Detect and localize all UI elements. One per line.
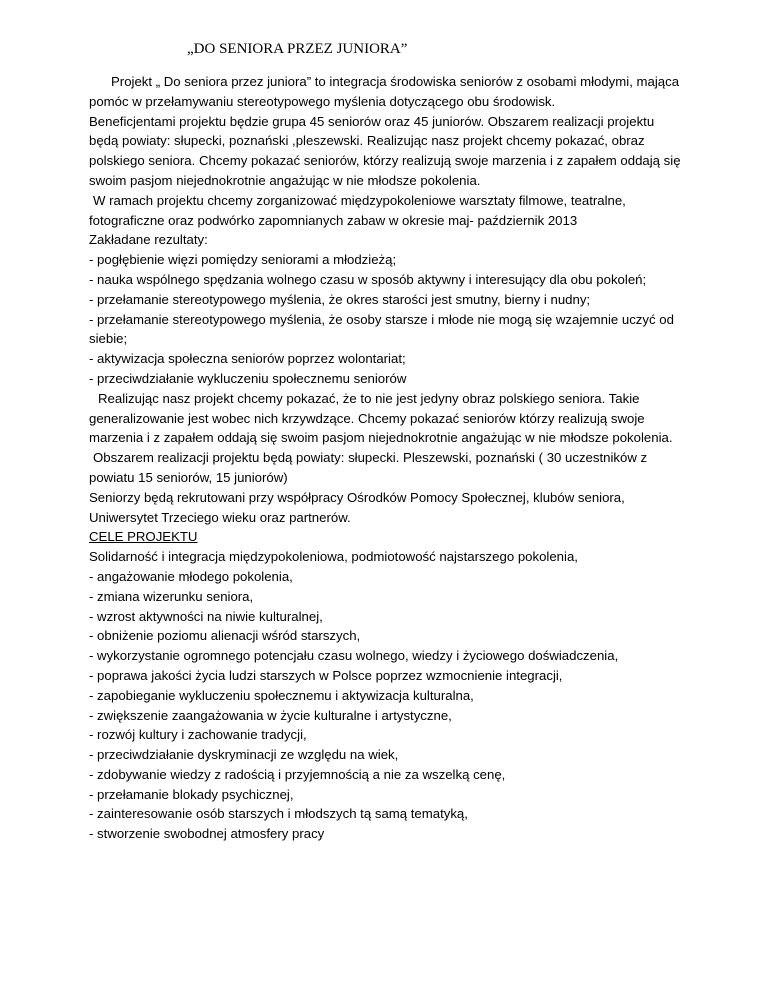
goal-item: - przełamanie blokady psychicznej, xyxy=(89,786,294,802)
goal-item: - wzrost aktywności na niwie kulturalnej, xyxy=(89,608,323,624)
goal-item: - zainteresowanie osób starszych i młodszych tą samą tematyką, xyxy=(89,806,468,822)
intro-line-1: Projekt „ Do seniora przez juniora” to integracja środowiska seniorów z osobami młodymi, mająca xyxy=(111,74,680,89)
recruitment-line-1: Seniorzy będą rekrutowani przy współpracy Ośrodków Pomocy Społecznej, klubów seniora, xyxy=(89,489,625,505)
recruitment-line-2: Uniwersytet Trzeciego wieku oraz partnerów. xyxy=(89,509,351,525)
paragraph-line: marzenia i z zapałem oddają się swoim pasjom niejednokrotnie angażując w nie młodsze pokolenia. xyxy=(89,430,673,446)
beneficiaries-line-2: będą powiaty: słupecki, poznański ,pleszewski. Realizując nasz projekt chcemy pokazać, obraz xyxy=(89,133,645,149)
goal-item: - zapobieganie wykluczeniu społecznemu i aktywizacja kulturalna, xyxy=(89,687,474,703)
goal-item: - stworzenie swobodnej atmosfery pracy xyxy=(89,826,325,842)
goal-item: - poprawa jakości życia ludzi starszych w Polsce poprzez wzmocnienie integracji, xyxy=(89,667,563,683)
result-item: - przełamanie stereotypowego myślenia, że osoby starsze i młode nie mogą się wzajemnie uczyć od xyxy=(89,311,674,327)
goal-item: - rozwój kultury i zachowanie tradycji, xyxy=(89,727,307,743)
workshops-line-2: fotograficzne oraz podwórko zapomnianych zabaw w okresie maj- październik 2013 xyxy=(89,212,578,228)
goal-item: - angażowanie młodego pokolenia, xyxy=(89,568,293,584)
goals-heading: CELE PROJEKTU xyxy=(89,529,198,545)
result-item: - przełamanie stereotypowego myślenia, że okres starości jest smutny, bierny i nudny; xyxy=(89,291,591,307)
workshops-line-1: W ramach projektu chcemy zorganizować międzypokoleniowe warsztaty filmowe, teatralne, xyxy=(93,192,626,208)
paragraph-line: Obszarem realizacji projektu będą powiaty: słupecki. Pleszewski, poznański ( 30 uczestników z xyxy=(93,450,648,466)
paragraph-line: powiatu 15 seniorów, 15 juniorów) xyxy=(89,469,288,485)
goal-item: - przeciwdziałanie dyskryminacji ze względu na wiek, xyxy=(89,747,399,763)
result-item: - przeciwdziałanie wykluczeniu społecznemu seniorów xyxy=(89,370,407,386)
results-heading: Zakładane rezultaty: xyxy=(89,232,208,248)
paragraph-line: generalizowanie jest wobec nich krzywdzące. Chcemy pokazać seniorów którzy realizują swoje xyxy=(89,410,645,426)
beneficiaries-line-1: Beneficjentami projektu będzie grupa 45 seniorów oraz 45 juniorów. Obszarem realizacji projektu xyxy=(89,113,655,129)
paragraph-line: Realizując nasz projekt chcemy pokazać, że to nie jest jedyny obraz polskiego seniora. Takie xyxy=(98,390,640,406)
goal-item: - obniżenie poziomu alienacji wśród starszych, xyxy=(89,628,361,644)
goals-intro: Solidarność i integracja międzypokoleniowa, podmiotowość najstarszego pokolenia, xyxy=(89,549,578,565)
goal-item: - wykorzystanie ogromnego potencjału czasu wolnego, wiedzy i życiowego doświadczenia, xyxy=(89,648,619,664)
result-item-continuation: siebie; xyxy=(89,331,128,347)
document-title: „DO SENIORA PRZEZ JUNIORA” xyxy=(187,41,408,57)
goal-item: - zdobywanie wiedzy z radością i przyjemnością a nie za wszelką cenę, xyxy=(89,766,506,782)
result-item: - nauka wspólnego spędzania wolnego czasu w sposób aktywny i interesujący dla obu pokoleń; xyxy=(89,271,647,287)
intro-line-2: pomóc w przełamywaniu stereotypowego myślenia dotyczącego obu środowisk. xyxy=(89,93,556,109)
beneficiaries-line-4: swoim pasjom niejednokrotnie angażując w nie młodsze pokolenia. xyxy=(89,172,481,188)
result-item: - aktywizacja społeczna seniorów poprzez wolontariat; xyxy=(89,351,406,367)
goal-item: - zmiana wizerunku seniora, xyxy=(89,588,254,604)
result-item: - pogłębienie więzi pomiędzy seniorami a młodzieżą; xyxy=(89,252,397,268)
goal-item: - zwiększenie zaangażowania w życie kulturalne i artystyczne, xyxy=(89,707,452,723)
document-body xyxy=(89,72,689,844)
beneficiaries-line-3: polskiego seniora. Chcemy pokazać seniorów, którzy realizują swoje marzenia i z zapałem oddają się xyxy=(89,153,681,169)
